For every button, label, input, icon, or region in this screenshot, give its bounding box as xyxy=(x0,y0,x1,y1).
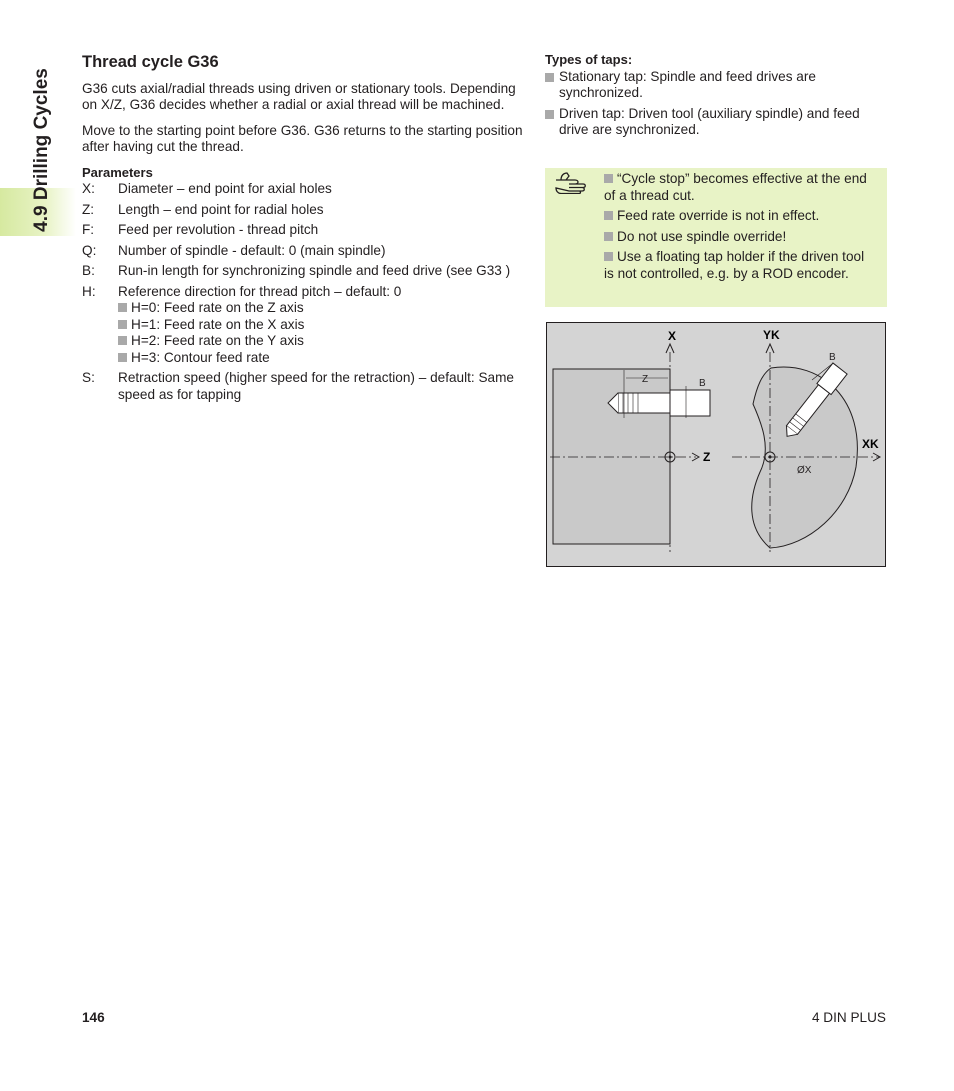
note-text: Use a floating tap holder if the driven tool is not controlled, e.g. by a ROD encoder. xyxy=(604,249,865,281)
note-item xyxy=(604,171,874,204)
param-text: Feed per revolution - thread pitch xyxy=(118,222,319,237)
param-z xyxy=(82,202,527,219)
bullet-square-icon xyxy=(604,232,613,241)
param-h-option xyxy=(118,300,527,317)
note-text: Do not use spindle override! xyxy=(617,228,787,244)
right-column xyxy=(545,52,887,143)
bullet-square-icon xyxy=(604,252,613,261)
param-x xyxy=(82,181,527,198)
param-h-option-text: H=1: Feed rate on the X axis xyxy=(131,316,305,332)
param-b xyxy=(82,263,527,280)
note-item xyxy=(604,249,874,282)
bullet-square-icon xyxy=(604,211,613,220)
note-item xyxy=(604,208,874,225)
bullet-square-icon xyxy=(604,174,613,183)
bullet-square-icon xyxy=(118,303,127,312)
intro-paragraph: G36 cuts axial/radial threads using driven or stationary tools. Depending on X/Z, G36 decides whether a radial or axial thread will be machined. xyxy=(82,80,516,112)
section-heading: Thread cycle G36 xyxy=(82,53,219,71)
types-heading: Types of taps: xyxy=(545,52,633,67)
param-s xyxy=(82,370,527,403)
left-column xyxy=(82,52,527,407)
param-text: Number of spindle - default: 0 (main spindle) xyxy=(118,242,386,258)
origin-dot xyxy=(769,456,772,459)
param-h-option xyxy=(118,333,527,350)
param-f xyxy=(82,222,527,239)
param-text: Length – end point for radial holes xyxy=(118,201,324,217)
bullet-square-icon xyxy=(545,110,554,119)
move-paragraph: Move to the starting point before G36. G36 returns to the starting position after having cut the thread. xyxy=(82,122,523,154)
parameters-heading: Parameters xyxy=(82,164,153,180)
note-item xyxy=(604,229,874,246)
param-q xyxy=(82,243,527,260)
param-key: B: xyxy=(82,263,95,278)
param-h xyxy=(82,284,527,367)
bullet-square-icon xyxy=(118,336,127,345)
chapter-footer: 4 DIN PLUS xyxy=(811,1010,886,1025)
origin-dot xyxy=(669,456,672,459)
dim-label-b-right: B xyxy=(829,352,836,363)
param-key: H: xyxy=(82,283,96,299)
chapter-title: 4.9 Drilling Cycles xyxy=(31,68,52,232)
param-h-option-text: H=0: Feed rate on the Z axis xyxy=(131,300,304,315)
param-h-option-text: H=3: Contour feed rate xyxy=(131,349,270,365)
param-h-option xyxy=(118,317,527,334)
param-text: Diameter – end point for axial holes xyxy=(118,181,332,196)
param-text: Retraction speed (higher speed for the retraction) – default: Same speed as for tapping xyxy=(118,370,514,402)
type-text: Stationary tap: Spindle and feed drives are synchronized. xyxy=(559,68,816,100)
param-key: X: xyxy=(82,181,95,196)
bullet-square-icon xyxy=(118,353,127,362)
param-h-text: Reference direction for thread pitch – default: 0 xyxy=(118,283,402,299)
dim-label-b-left: B xyxy=(699,378,706,389)
param-key: S: xyxy=(82,370,95,385)
type-item xyxy=(545,106,887,139)
tap-holder-axial xyxy=(670,390,710,416)
param-h-option-text: H=2: Feed rate on the Y axis xyxy=(131,333,304,348)
param-key: F: xyxy=(82,222,95,237)
param-h-option xyxy=(118,350,527,367)
dim-label-z: Z xyxy=(642,374,649,385)
bullet-square-icon xyxy=(545,73,554,82)
tapping-diagram xyxy=(546,322,886,567)
note-text: Feed rate override is not in effect. xyxy=(617,208,820,223)
axis-label-yk: YK xyxy=(763,328,780,342)
tap-axial xyxy=(618,393,670,413)
dim-label-dia-x: ØX xyxy=(797,465,812,476)
note-list xyxy=(604,171,874,286)
axis-label-xk: XK xyxy=(862,437,879,451)
param-key: Z: xyxy=(82,201,95,217)
param-text: Run-in length for synchronizing spindle and feed drive (see G33 ) xyxy=(118,263,511,278)
page-number: 146 xyxy=(82,1010,105,1025)
param-text xyxy=(118,284,527,367)
axis-label-x: X xyxy=(668,329,677,343)
param-key: Q: xyxy=(82,242,97,258)
type-item xyxy=(545,69,887,102)
pointing-hand-icon xyxy=(555,172,589,194)
bullet-square-icon xyxy=(118,320,127,329)
type-text: Driven tap: Driven tool (auxiliary spindle) and feed drive are synchronized. xyxy=(559,105,860,137)
axis-label-z: Z xyxy=(703,450,711,464)
note-box xyxy=(545,168,887,307)
note-text: “Cycle stop” becomes effective at the end of a thread cut. xyxy=(604,171,867,203)
